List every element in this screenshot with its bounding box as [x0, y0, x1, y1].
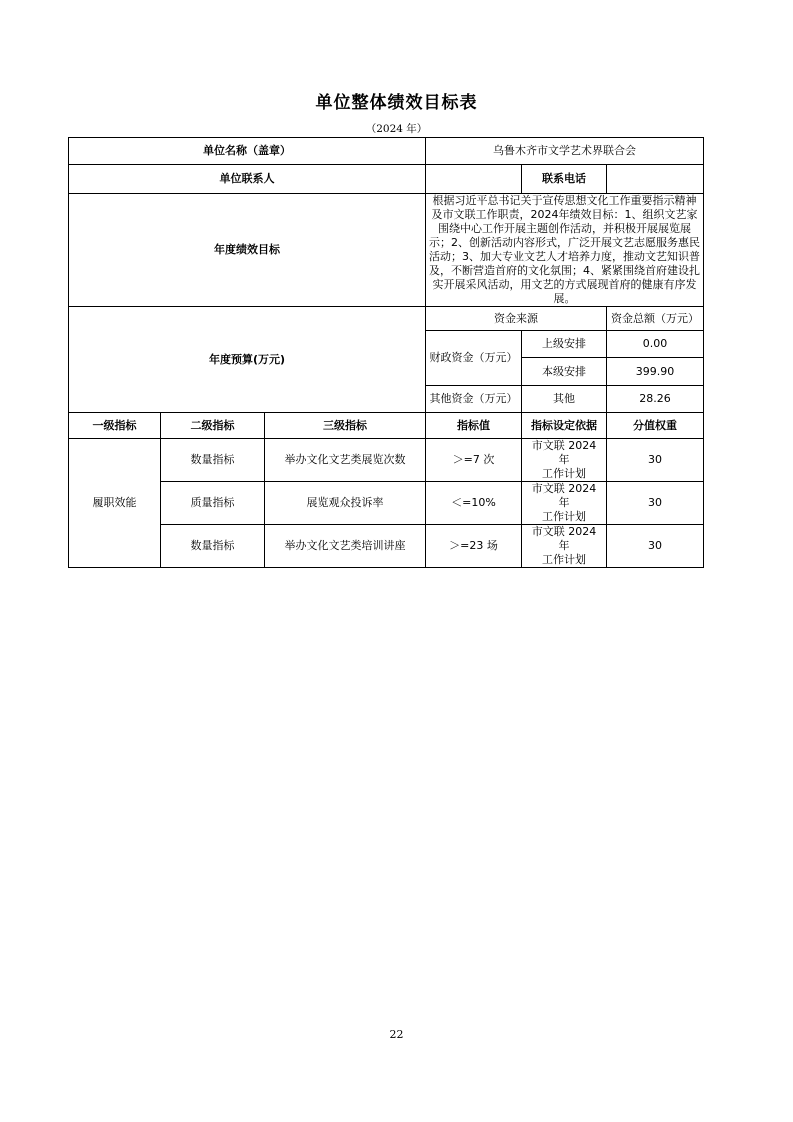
fiscal-funds-label: 财政资金（万元） — [426, 331, 522, 386]
indicator-basis-line2: 工作计划 — [542, 467, 587, 480]
header-level2: 二级指标 — [161, 413, 265, 439]
performance-table — [68, 137, 704, 568]
table-row — [69, 525, 704, 568]
table-row — [69, 439, 704, 482]
indicator-basis — [522, 439, 607, 482]
year-label: （2024 年） — [365, 123, 428, 135]
header-value: 指标值 — [426, 413, 522, 439]
indicator-level2: 质量指标 — [161, 482, 265, 525]
indicator-level2: 数量指标 — [161, 525, 265, 568]
budget-total-header: 资金总额（万元） — [607, 307, 704, 331]
goal-label: 年度绩效目标 — [69, 194, 426, 307]
phone-value — [607, 165, 704, 194]
other-funds-label: 其他资金（万元） — [426, 386, 522, 413]
contact-value — [426, 165, 522, 194]
indicator-level3: 举办文化文艺类展览次数 — [265, 439, 426, 482]
page-number: 22 — [389, 1028, 404, 1041]
indicator-weight: 30 — [607, 525, 704, 568]
unit-name-label: 单位名称（盖章） — [69, 138, 426, 165]
indicator-basis — [522, 525, 607, 568]
header-level1: 一级指标 — [69, 413, 161, 439]
budget-source-header: 资金来源 — [426, 307, 607, 331]
budget-label: 年度预算(万元) — [69, 307, 426, 413]
other-sub-label: 其他 — [522, 386, 607, 413]
unit-name-value: 乌鲁木齐市文学艺术界联合会 — [426, 138, 704, 165]
indicator-value: ＞=7 次 — [426, 439, 522, 482]
header-basis: 指标设定依据 — [522, 413, 607, 439]
indicator-value: ＜=10% — [426, 482, 522, 525]
goal-text: 根据习近平总书记关于宣传思想文化工作重要指示精神及市文联工作职责，2024年绩效目标：1、组织文艺家围绕中心工作开展主题创作活动，并积极开展展览展示；2、创新活动内容形式，广泛开展文艺志愿服务惠民活动；3、加大专业文艺人才培养力度，推动文艺知识普及，不断营造首府的文化氛围；4、紧紧围绕首府建设扎实开展采风活动，用文艺的方式展现首府的健康有序发展。 — [426, 194, 704, 307]
header-level3: 三级指标 — [265, 413, 426, 439]
indicator-weight: 30 — [607, 439, 704, 482]
indicator-level2: 数量指标 — [161, 439, 265, 482]
indicator-basis-line2: 工作计划 — [542, 510, 587, 523]
indicator-basis-line1: 市文联 2024 年 — [531, 482, 597, 509]
indicator-basis-line2: 工作计划 — [542, 553, 587, 566]
phone-label: 联系电话 — [522, 165, 607, 194]
header-weight: 分值权重 — [607, 413, 704, 439]
contact-label: 单位联系人 — [69, 165, 426, 194]
other-funds-value: 28.26 — [607, 386, 704, 413]
indicator-basis-line1: 市文联 2024 年 — [531, 439, 597, 466]
upper-arrangement-value: 0.00 — [607, 331, 704, 358]
indicator-level3: 举办文化文艺类培训讲座 — [265, 525, 426, 568]
indicator-level3: 展览观众投诉率 — [265, 482, 426, 525]
level1-value: 履职效能 — [69, 439, 161, 568]
indicator-basis — [522, 482, 607, 525]
indicator-weight: 30 — [607, 482, 704, 525]
local-arrangement-value: 399.90 — [607, 358, 704, 386]
local-arrangement-label: 本级安排 — [522, 358, 607, 386]
upper-arrangement-label: 上级安排 — [522, 331, 607, 358]
page-title: 单位整体绩效目标表 — [315, 93, 478, 113]
indicator-value: ＞=23 场 — [426, 525, 522, 568]
indicator-basis-line1: 市文联 2024 年 — [531, 525, 597, 552]
table-row — [69, 482, 704, 525]
